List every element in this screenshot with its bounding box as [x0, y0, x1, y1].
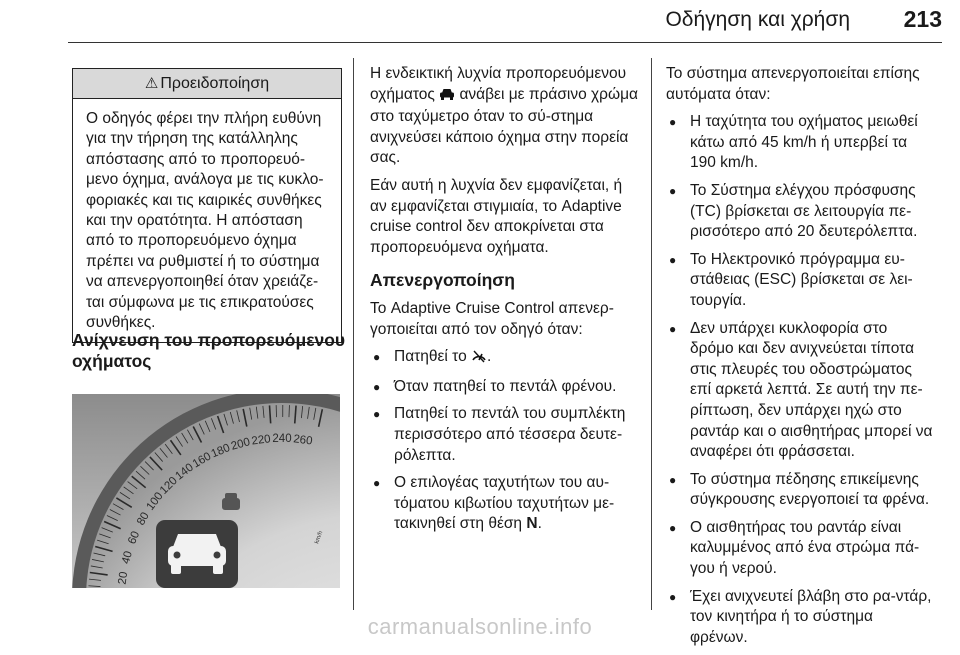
list-item: ● Έχει ανιχνευτεί βλάβη στο ρα-ντάρ, τον κινητήρα ή το σύστημα φρένων. — [666, 587, 934, 649]
list-item: ● Πατηθεί το πεντάλ του συμπλέκτη περισσότερο από τέσσερα δευτε-ρόλεπτα. — [370, 404, 638, 466]
speedo-tick-label: 80 — [135, 510, 152, 527]
bullet-text: Ο επιλογέας ταχυτήτων του αυ-τόματου κιβωτίου ταχυτήτων με-τακινηθεί στη θέση — [394, 474, 614, 532]
list-item: ● Το σύστημα πέδησης επικείμενης σύγκρουσης ενεργοποιεί τα φρένα. — [666, 470, 934, 511]
auto-deactivation-list — [666, 112, 934, 648]
list-item — [370, 347, 638, 370]
speedo-tick-label: 120 — [158, 475, 180, 497]
bullet-text: Πατηθεί το — [394, 348, 471, 365]
bullet-end: . — [538, 515, 542, 532]
speedo-tick-label: 160 — [191, 450, 214, 470]
list-item: ● Το Ηλεκτρονικό πρόγραμμα ευ-στάθειας (ESC) βρίσκεται σε λει-τουργία. — [666, 250, 934, 312]
list-item: ● Ο αισθητήρας του ραντάρ είναι καλυμμένος από ένα στρώμα πά-γου ή νερού. — [666, 518, 934, 580]
page-number: 213 — [904, 6, 942, 33]
speedo-tick-label: 60 — [126, 530, 142, 546]
deactivation-intro: Το Adaptive Cruise Control απενερ-γοποιείται από τον οδηγό όταν: — [370, 299, 638, 340]
warning-title: Προειδοποίηση — [160, 75, 269, 92]
speedo-tick-label: 200 — [230, 436, 252, 453]
list-item: ● Το Σύστημα ελέγχου πρόσφυσης (TC) βρίσκεται σε λειτουργία πε-ρισσότερο από 20 δευτερόλεπτα. — [666, 181, 934, 243]
speedo-tick-label: 20 — [117, 571, 131, 585]
speedo-tick-label: 40 — [120, 550, 135, 565]
section-title: Ανίχνευση του προπορευόμενου οχήματος — [72, 330, 352, 372]
speedometer-photo — [72, 394, 340, 588]
list-item: ● Όταν πατηθεί το πεντάλ φρένου. — [370, 377, 638, 398]
gear-position: N — [526, 515, 537, 532]
vehicle-ahead-large-icon — [156, 520, 238, 588]
warning-text: Ο οδηγός φέρει την πλήρη ευθύνη για την τήρηση της κατάλληλης απόστασης από το προπορευό-μενο όχημα, ανάλογα με τις κυκλο-φοριακές και τις καιρικές συνθήκες και την ορατότητα. Η απόσταση από το προπορευόμενο όχημα πρέπει να ρυθμιστεί ή το σύστημα να απενεργοποιηθεί όταν χρειάζε-ται σύμφωνα με τις επικρατούσες συνθήκες. — [73, 99, 341, 342]
list-item: ● Η ταχύτητα του οχήματος μειωθεί κάτω από 45 km/h ή υπερβεί τα 190 km/h. — [666, 112, 934, 174]
warning-box — [72, 68, 342, 343]
indicator-text-a: Η ενδεικτική λυχνία προπορευόμενου οχήματος — [370, 65, 626, 103]
warning-header — [73, 69, 341, 99]
deactivation-heading: Απενεργοποίηση — [370, 270, 638, 291]
vehicle-ahead-icon — [439, 87, 455, 108]
column-divider-right — [651, 58, 652, 610]
indicator-paragraph — [370, 64, 638, 169]
column-divider-left — [353, 58, 354, 610]
driver-deactivation-list — [370, 347, 638, 535]
middle-column — [370, 64, 638, 542]
speedo-tick-label: 180 — [210, 442, 232, 460]
list-item — [370, 473, 638, 535]
speedo-tick-label: 260 — [293, 433, 314, 447]
list-item: ● Δεν υπάρχει κυκλοφορία στο δρόμο και δεν ανιχνεύεται τίποτα στις πλευρές του οδοστρώματος επί αρκετά λεπτά. Σε αυτή την πε-ρίπτωση, δεν υπάρχει ηχώ στο ραντάρ και ο αισθητήρας μπορεί να αναφέρει ότι φράσσεται. — [666, 319, 934, 463]
speedo-tick-label: 220 — [251, 433, 272, 447]
speedo-unit-label: km/h — [314, 530, 324, 544]
bullet-end: . — [487, 348, 491, 365]
speedo-tick-label: 140 — [173, 461, 196, 482]
warning-triangle-icon: ⚠ — [145, 75, 158, 92]
right-column — [666, 64, 934, 655]
no-indicator-paragraph: Εάν αυτή η λυχνία δεν εμφανίζεται, ή αν εμφανίζεται στιγμιαία, το Adaptive cruise control δεν αποκρίνεται στα προπορευόμενα οχήματα. — [370, 176, 638, 258]
speedo-tick-label: 240 — [272, 433, 291, 445]
header-rule — [68, 42, 942, 43]
cruise-cancel-icon — [471, 349, 487, 370]
watermark: carmanualsonline.info — [0, 614, 960, 640]
indicator-text-b: ανάβει με πράσινο χρώμα στο ταχύμετρο όταν το σύ-στημα ανιχνεύσει κάποιο όχημα στην πορεία σας. — [370, 86, 638, 167]
speedo-tick-label: 100 — [144, 490, 165, 513]
auto-deactivation-intro: Το σύστημα απενεργοποιείται επίσης αυτόματα όταν: — [666, 64, 934, 105]
running-header: Οδήγηση και χρήση — [665, 8, 850, 32]
